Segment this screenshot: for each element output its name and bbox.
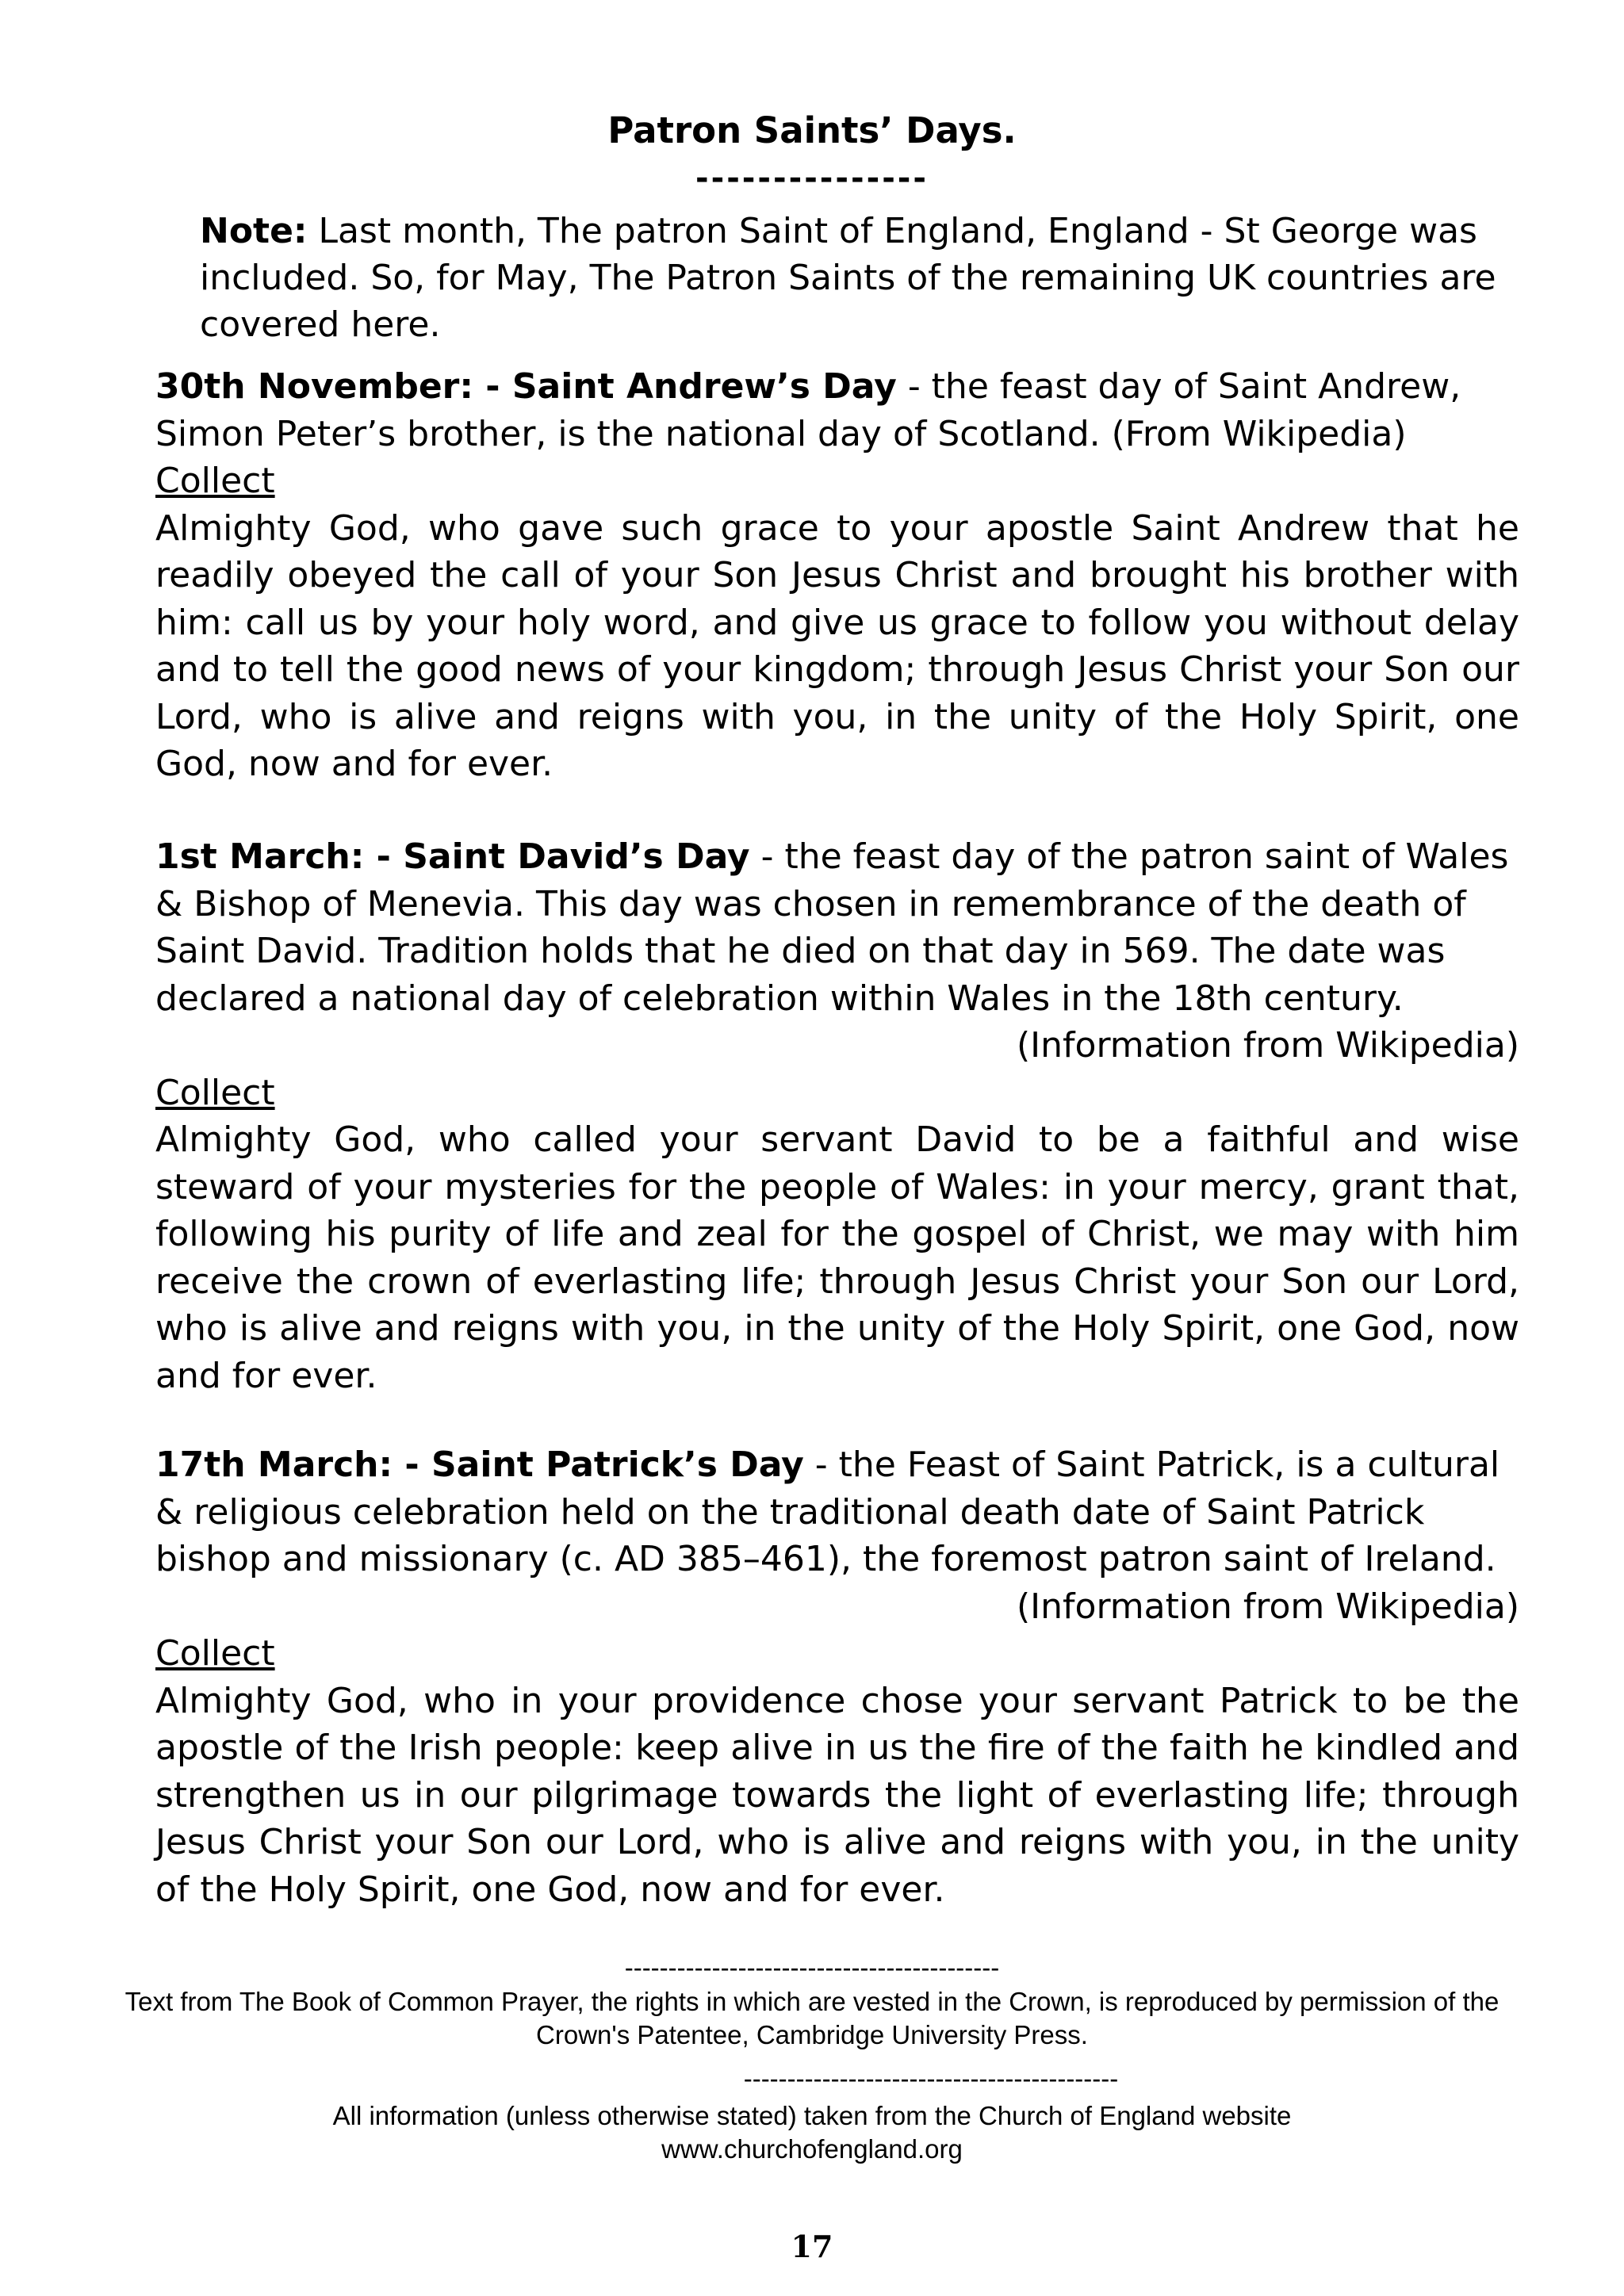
saint-patrick-section [155,1441,1519,1913]
saint-david-prayer: Almighty God, who called your servant David to be a faithful and wise steward of your mysteries for the people of Wales: in your mercy, grant that, following his purity of life and zeal for the gospel of Christ, we may with him receive the crown of everlasting life; through Jesus Christ your Son our Lord, who is alive and reigns with you, in the unity of the Holy Spirit, one God, now and for ever. [155,1119,1519,1396]
saint-andrew-collect-label: Collect [155,461,275,501]
saint-david-description: - the feast day of the patron saint of Wales & Bishop of Menevia. This day was chosen in remembrance of the death of Saint David. Tradition holds that he died on that day in 569. The date was declared a national day of celebration within Wales in the 18th century. [155,836,1509,1019]
saint-patrick-collect-label: Collect [155,1633,275,1674]
saint-patrick-heading: 17th March: - Saint Patrick’s Day [155,1445,804,1485]
footer-divider-top: ------------------------------------------- [624,1953,1000,1982]
saint-andrew-prayer: Almighty God, who gave such grace to your apostle Saint Andrew that he readily obeyed the call of your Son Jesus Christ and brought his brother with him: call us by your holy word, and give us grace to follow you without delay and to tell the good news of your kingdom; through Jesus Christ your Son our Lord, who is alive and reigns with you, in the unity of the Holy Spirit, one God, now and for ever. [155,507,1519,784]
note-text: Last month, The patron Saint of England, England - St George was included. So, for May, The Patron Saints of the remaining UK countries are covered here. [200,211,1496,345]
footer-website-link[interactable]: www.churchofengland.org [661,2134,963,2164]
saint-andrew-description: - the feast day of Saint Andrew, Simon Peter’s brother, is the national day of Scotland. (From Wikipedia) [155,366,1461,454]
saint-andrew-intro [155,363,1519,457]
saint-patrick-prayer: Almighty God, who in your providence chose your servant Patrick to be the apostle of the Irish people: keep alive in us the fire of the faith he kindled and strengthen us in our pilgrimage towards the light of everlasting life; through Jesus Christ your Son our Lord, who is alive and reigns with you, in the unity of the Holy Spirit, one God, now and for ever. [155,1680,1519,1910]
footer-copyright: Text from The Book of Common Prayer, the rights in which are vested in the Crown, is reproduced by permission of the Crown's Patentee, Cambridge University Press. [124,1987,1500,2049]
note-label: Note: [200,211,308,251]
footer-info-text: All information (unless otherwise stated) taken from the Church of England website [332,2101,1292,2130]
saint-david-collect-label: Collect [155,1072,275,1113]
footer-divider-bottom: ------------------------------------------- [743,2064,1119,2093]
saint-andrew-heading: 30th November: - Saint Andrew’s Day [155,366,897,407]
saint-andrew-section [155,363,1519,788]
saint-david-intro [155,833,1519,1066]
title-underline: --------------- [695,160,929,197]
footer-source-note [119,2099,1505,2166]
saint-david-source: (Information from Wikipedia) [1017,1025,1519,1066]
saint-patrick-intro [155,1441,1519,1627]
saint-david-section [155,833,1519,1399]
note-paragraph [200,208,1508,348]
saint-patrick-source: (Information from Wikipedia) [1017,1586,1519,1627]
saint-patrick-description: - the Feast of Saint Patrick, is a cultural & religious celebration held on the traditional death date of Saint Patrick bishop and missionary (c. AD 385–461), the foremost patron saint of Ireland. [155,1445,1500,1579]
page-title: Patron Saints’ Days. [607,109,1017,151]
page-number: 17 [791,2229,833,2264]
saint-david-heading: 1st March: - Saint David’s Day [155,836,750,877]
